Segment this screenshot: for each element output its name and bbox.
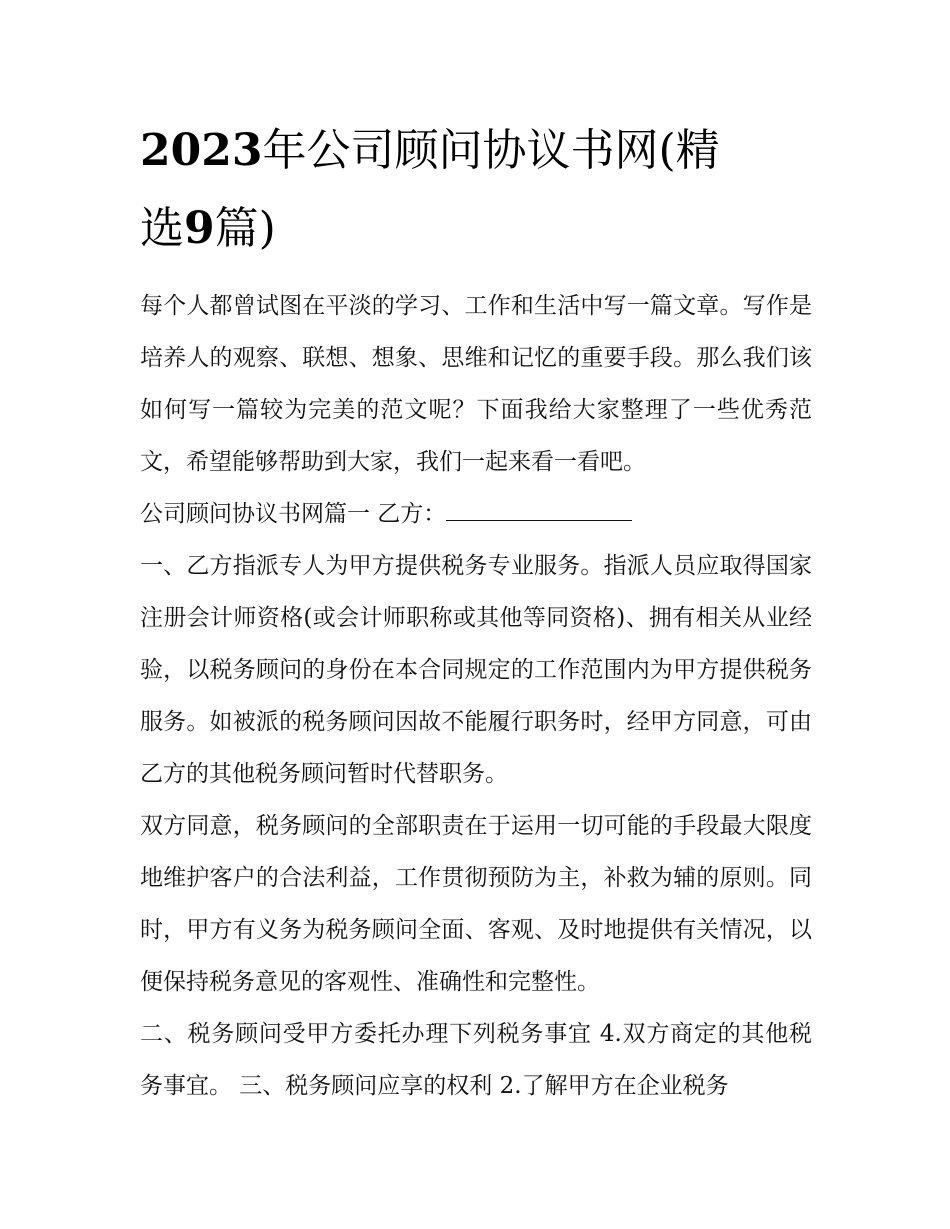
section-heading-text: 公司顾问协议书网篇一 乙方：	[140, 501, 447, 527]
intro-paragraph: 每个人都曾试图在平淡的学习、工作和生活中写一篇文章。写作是培养人的观察、联想、想象、思维和记忆的重要手段。那么我们该如何写一篇较为完美的范文呢？下面我给大家整理了一些优秀范文，希望能够帮助到大家，我们一起来看一看吧。	[140, 293, 812, 475]
clause-2-3-paragraph: 二、税务顾问受甲方委托办理下列税务事宜 4.双方商定的其他税务事宜。 三、税务顾问应享的权利 2.了解甲方在企业税务	[140, 1021, 812, 1099]
section-heading-paragraph	[140, 488, 812, 540]
title-text-line1: 年公司顾问协议书网(精	[262, 125, 720, 176]
duties-paragraph: 双方同意，税务顾问的全部职责在于运用一切可能的手段最大限度地维护客户的合法利益，工作贯彻预防为主，补救为辅的原则。同时，甲方有义务为税务顾问全面、客观、及时地提供有关情况，以便保持税务意见的客观性、准确性和完整性。	[140, 813, 812, 995]
document-title	[140, 112, 820, 268]
title-text-line2-b: 篇)	[214, 203, 276, 254]
title-year: 2023	[140, 125, 263, 176]
title-count: 9	[184, 203, 215, 254]
document-body	[140, 280, 812, 1112]
title-text-line2-a: 选	[140, 203, 184, 254]
clause-1-paragraph: 一、乙方指派专人为甲方提供税务专业服务。指派人员应取得国家注册会计师资格(或会计师职称或其他等同资格)、拥有相关从业经验，以税务顾问的身份在本合同规定的工作范围内为甲方提供税务服务。如被派的税务顾问因故不能履行职务时，经甲方同意，可由乙方的其他税务顾问暂时代替职务。	[140, 553, 812, 787]
party-b-blank-line	[446, 494, 632, 521]
